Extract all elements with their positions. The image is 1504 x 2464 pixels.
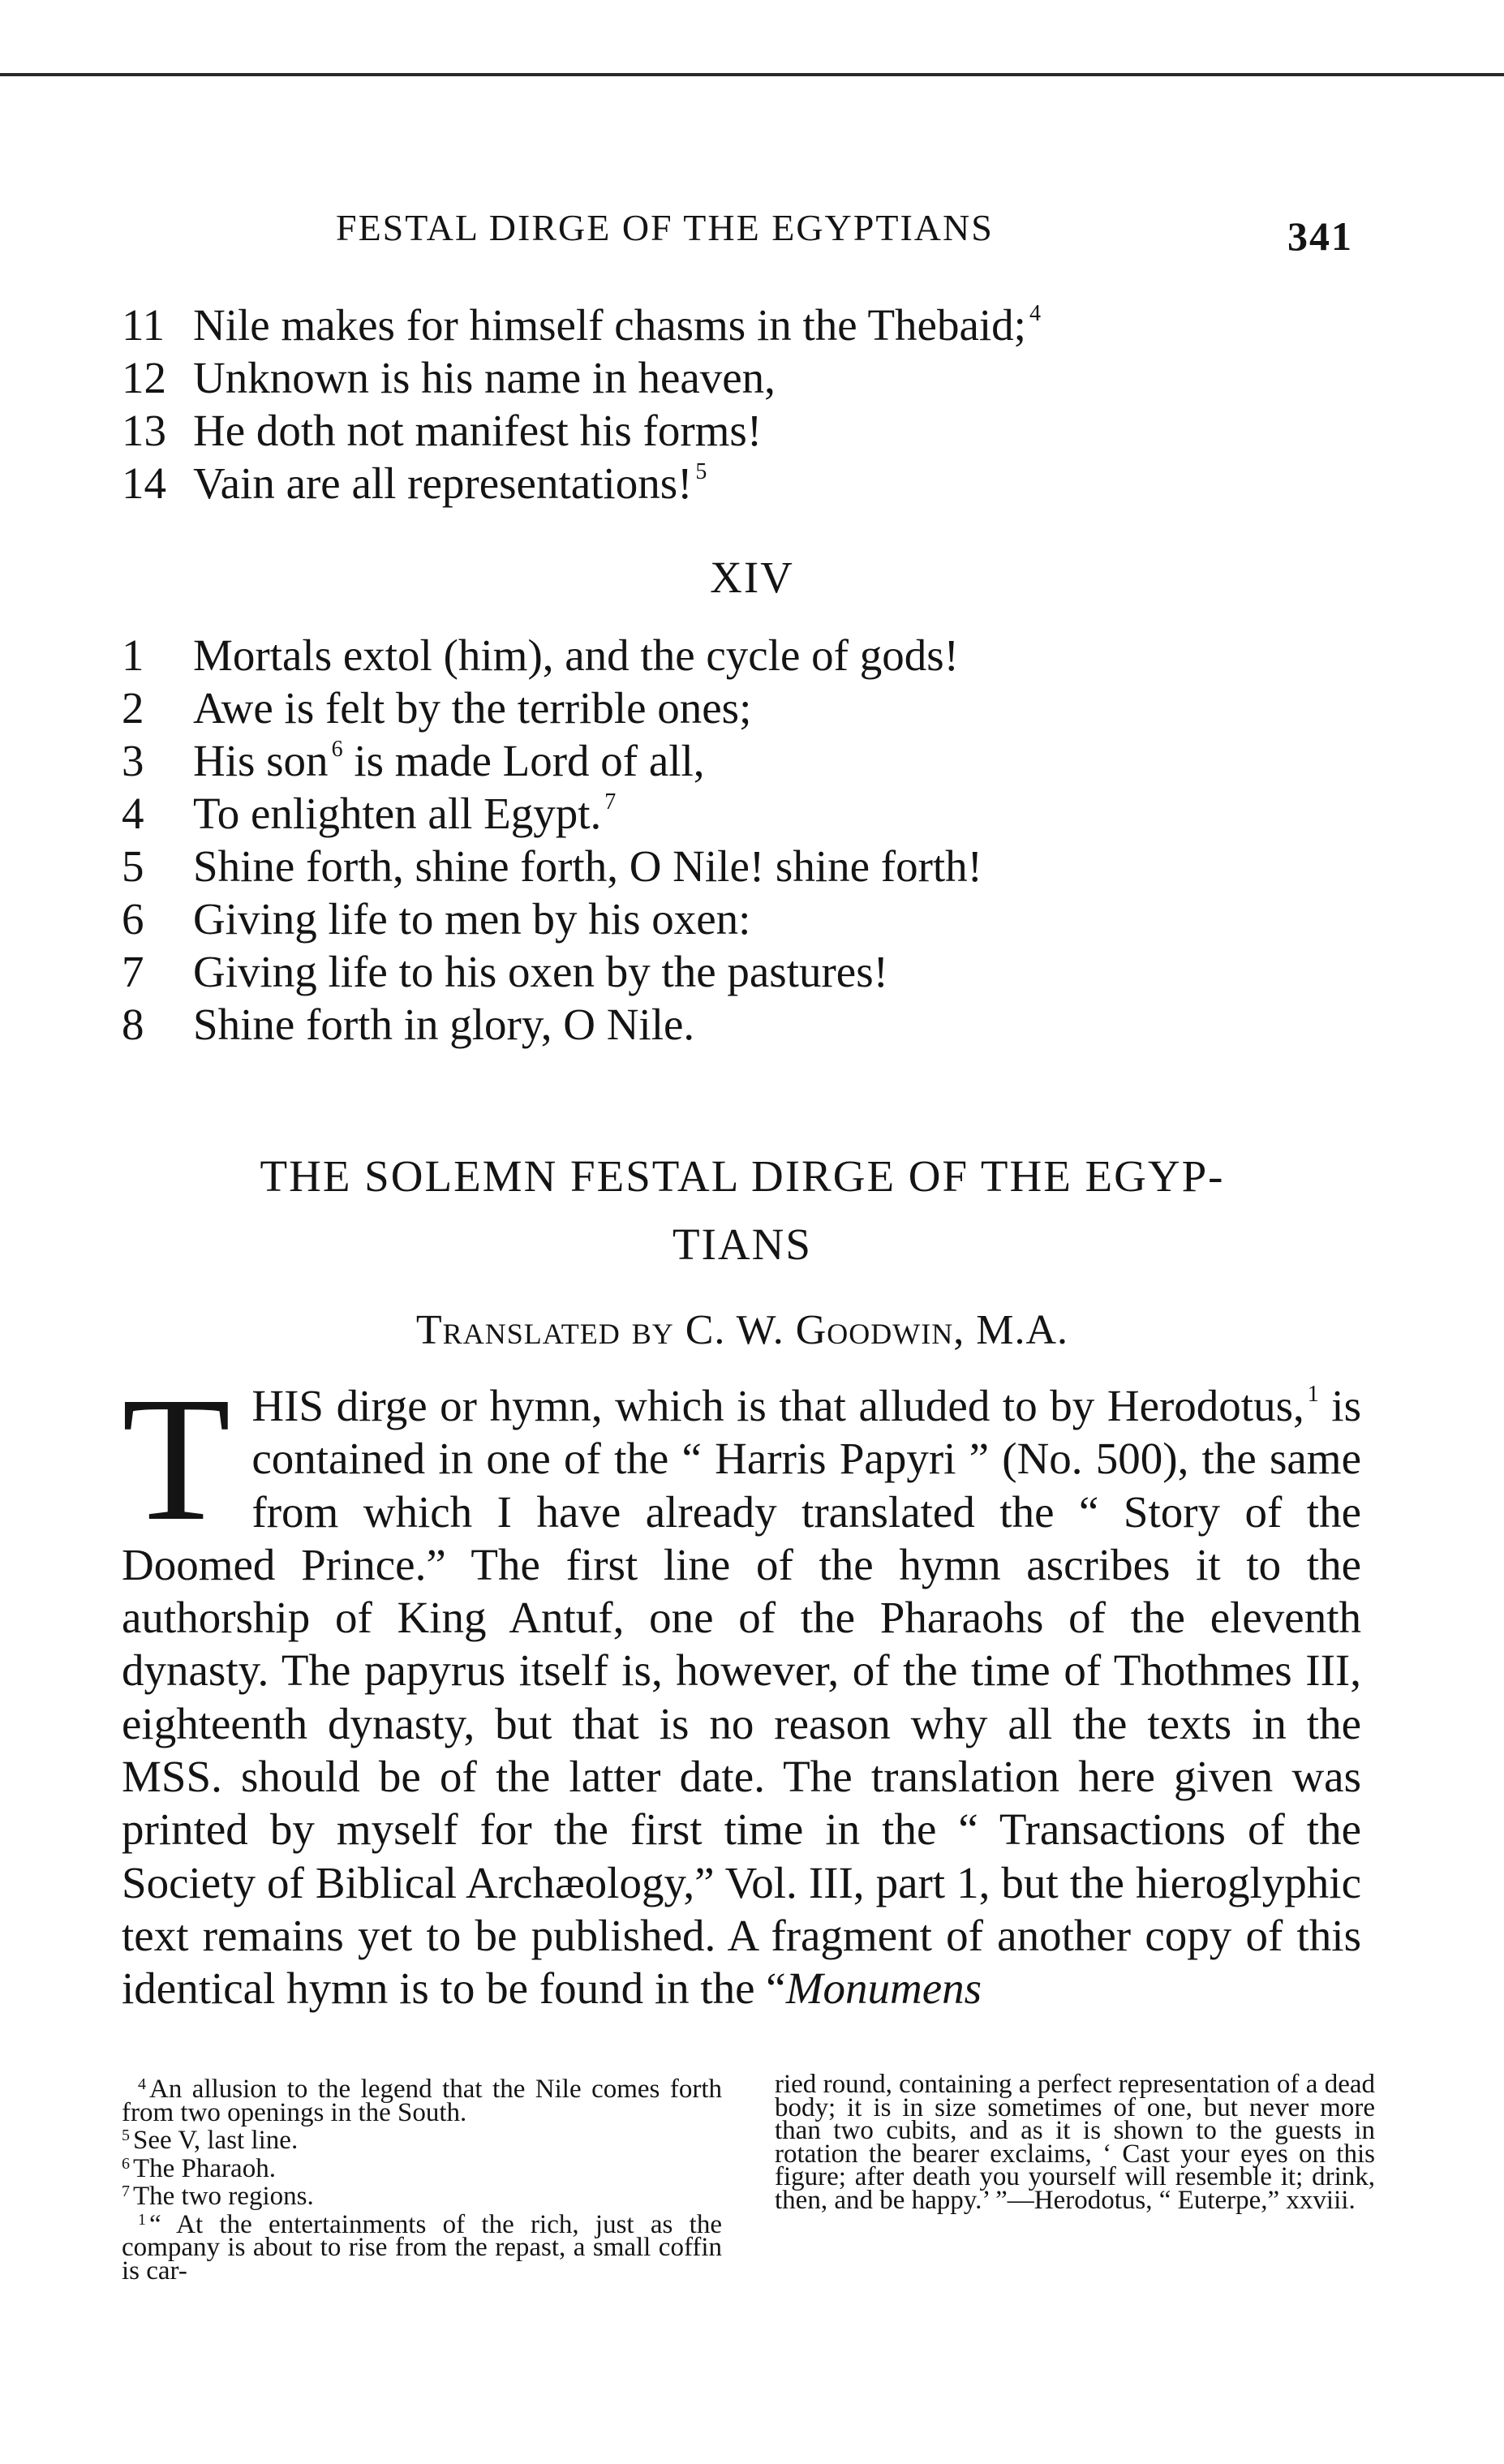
verse-line [122,457,1387,510]
verse-line [122,629,1387,682]
footnote-ref: 1 [1307,1382,1319,1407]
verse-text [193,351,776,404]
byline: Translated by C. W. Goodwin, M.A. [415,1307,1069,1353]
running-title: FESTAL DIRGE OF THE EGYPTIANS [336,207,994,248]
body-text-italic: Monumens [785,1963,982,2014]
article-title [122,1142,1363,1279]
footnote [122,2124,722,2155]
body-paragraph [122,1360,1361,2015]
footnote-ref: 4 [1029,301,1041,326]
page-number: 341 [1287,213,1353,259]
footnote-text: The Pharaoh. [133,2153,276,2183]
footnote-ref: 7 [604,789,617,815]
verses-xiv [122,629,1387,1051]
verse-line [122,998,1387,1051]
verse-text [193,734,705,787]
body-text-part-2: is contained in one of the “ Harris Papyri ” (No. 500), the same from which I have already translated the “ Story of the Doomed Prince.” The first line of the hymn ascribes it to the authorship of King Antuf, one of the Pharaohs of the eleventh dynasty. The papyrus itself is, however, of the time of Thothmes III, eighteenth dynasty, but that is no reason why all the texts in the MSS. should be of the latter date. The translation here given was printed by myself for the first time in the “ Transactions of the Society of Biblical Archæology,” Vol. III, part 1, but the hieroglyphic text remains yet to be published. A fragment of another copy of this identical hymn is to be found in the “ [122,1381,1361,2014]
footnote-ref: 5 [695,459,707,484]
verse-line [122,299,1387,351]
footnote-marker: 6 [122,2154,130,2173]
verse-number: 14 [122,458,166,508]
article-title-line-2: TIANS [673,1219,812,1269]
section-heading: XIV [710,553,794,602]
footnote [122,2208,722,2286]
verse-line [122,682,1387,734]
verse-line [122,892,1387,945]
footnote-text: An allusion to the legend that the Nile comes forth from two openings in the South. [122,2075,722,2127]
verse-text-content: His son [193,736,329,785]
footnote-ref: 6 [331,737,343,762]
footnotes-right-column: ried round, containing a perfect representation of a dead body; it is in size sometimes of one, but never more than two cubits, and as it is shown to the guests in rotation the bearer exclaims, ‘ Cast your eyes on this figure; after death you yourself will resemble it; drink, then, and be happy.’ ”—Herodotus, “ Euterpe,” xxviii. [775,2070,1375,2215]
verse-text [193,404,762,457]
verse-text: Mortals extol (him), and the cycle of gods! [193,630,959,680]
verse-text [193,299,1041,351]
verse-text [193,457,707,510]
verse-text: Shine forth, shine forth, O Nile! shine forth! [193,841,983,891]
verse-text: Giving life to men by his oxen: [193,894,751,944]
article-title-line-1: THE SOLEMN FESTAL DIRGE OF THE EGYP- [260,1151,1225,1201]
footnotes [122,2070,1375,2316]
verse-number: 3 [122,736,144,785]
top-rule [0,71,1504,80]
verse-text: Giving life to his oxen by the pastures! [193,947,888,996]
verse-number: 5 [122,841,144,891]
verse-number: 11 [122,300,165,350]
verse-text-content: He doth not manifest his forms! [193,406,763,455]
verse-number: 13 [122,406,166,455]
verse-number: 7 [122,947,144,996]
verse-number: 12 [122,353,166,402]
verse-number: 1 [122,630,144,680]
verses-top [122,299,1387,510]
verse-line [122,351,1387,404]
footnote [122,2073,722,2127]
footnote-marker: 5 [122,2126,130,2144]
verse-number: 8 [122,1000,144,1049]
verse-text: Shine forth in glory, O Nile. [193,1000,695,1049]
verse-line [122,404,1387,457]
verse-number: 4 [122,789,144,838]
footnote [122,2152,722,2181]
verse-line [122,945,1387,998]
verse-line [122,787,1387,840]
verse-text-content: Unknown is his name in heaven, [193,353,776,402]
verse-line [122,840,1387,892]
footnote-marker: 1 [138,2210,146,2229]
verse-line [122,734,1387,787]
footnote [122,2180,722,2211]
verse-text-content: To enlighten all Egypt. [193,789,602,838]
verse-text [193,787,616,840]
verse-text-content: Vain are all representations! [193,458,693,508]
verse-text-tail: is made Lord of all, [342,736,705,785]
verse-text-content: Nile makes for himself chasms in the Thebaid; [193,300,1026,350]
verse-number: 2 [122,683,144,733]
footnote-text: See V, last line. [133,2126,299,2155]
footnote-text: “ At the entertainments of the rich, just as the company is about to rise from the repast, a small coffin is car- [122,2209,722,2286]
footnote-text: The two regions. [133,2182,314,2211]
verse-number: 6 [122,894,144,944]
footnote-marker: 4 [138,2075,146,2093]
footnote-marker: 7 [122,2182,130,2200]
drop-cap: T [122,1360,231,1558]
body-text-part-1: HIS dirge or hymn, which is that alluded to by Herodotus, [251,1381,1304,1430]
verse-text: Awe is felt by the terrible ones; [193,683,752,733]
footnotes-left-column [122,2073,722,2286]
